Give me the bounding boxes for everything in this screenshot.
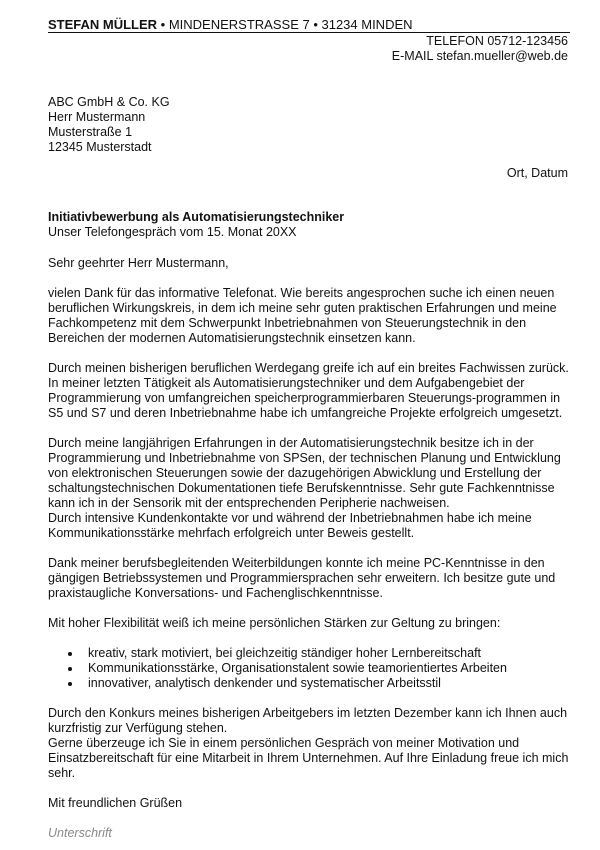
recipient-person: Herr Mustermann <box>48 110 146 124</box>
bullet-icon <box>68 652 72 656</box>
paragraph-intro: vielen Dank für das informative Telefonat. Wie bereits angesprochen suche ich einen neuen beruflichen Wirkungskreis, in dem ich meine sehr guten praktischen Erfahrungen und meine Fachkompetenz mit dem Schwerpunkt Inbetriebnahmen von Steuerungstechnik in den Bereichen der modernen Automatisierungstechnik einsetzen kann. <box>48 286 557 345</box>
list-item-text: Kommunikationsstärke, Organisationstalent sowie teamorientiertes Arbeiten <box>88 661 507 675</box>
paragraph-customer-contact: Durch intensive Kundenkontakte vor und während der Inbetriebnahmen habe ich meine Kommunikationsstärke mehrfach erfolgreich unter Beweis gestellt. <box>48 511 532 540</box>
bullet-icon <box>68 667 72 671</box>
closing-greeting: Mit freundlichen Grüßen <box>48 796 183 810</box>
subject-reference: Unser Telefongespräch vom 15. Monat 20XX <box>48 225 297 239</box>
place-date: Ort, Datum <box>506 166 568 180</box>
subject-block <box>48 210 344 240</box>
paragraph-skills: Durch meine langjährigen Erfahrungen in der Automatisierungstechnik besitze ich in der Programmierung und Inbetriebnahme von SPSen, der technischen Planung und Entwicklung von elektronischen Steuerungen sowie der dazugehörigen Abwicklung und Erstellung der schaltungstechnischen Dokumentationen tiefe Berufskenntnisse. Sehr gute Fachkenntnisse kann ich in der Sensorik mit der entsprechenden Peripherie nachweisen. <box>48 436 561 510</box>
sender-name: STEFAN MÜLLER <box>48 17 158 32</box>
letter-body <box>48 256 572 841</box>
list-item-text: kreativ, stark motiviert, bei gleichzeitig ständiger hoher Lernbereitschaft <box>88 646 482 660</box>
header-divider <box>48 32 570 33</box>
paragraph-interview: Gerne überzeuge ich Sie in einem persönlichen Gespräch von meiner Motivation und Einsatzbereitschaft für eine Mitarbeit in Ihrem Unternehmen. Auf Ihre Einladung freue ich mich sehr. <box>48 736 569 780</box>
strengths-list <box>48 646 572 691</box>
paragraph-availability: Durch den Konkurs meines bisherigen Arbeitgebers im letzten Dezember kann ich Ihnen auch kurzfristig zur Verfügung stehen. <box>48 706 568 735</box>
list-item <box>48 676 572 691</box>
paragraph-training: Dank meiner berufsbegleitenden Weiterbildungen konnte ich meine PC-Kenntnisse in den gängigen Betriebssystemen und Programmiersprachen sehr erweitern. Ich besitze gute und praxistaugliche Konversations- und Fachenglischkenntnisse. <box>48 556 556 600</box>
sender-email: E-MAIL stefan.mueller@web.de <box>391 49 568 63</box>
list-item-text: innovativer, analytisch denkender und systematischer Arbeitsstil <box>88 676 441 690</box>
recipient-street: Musterstraße 1 <box>48 125 133 139</box>
list-item <box>48 646 572 661</box>
sender-phone: TELEFON 05712-123456 <box>426 34 568 48</box>
signature: Unterschrift <box>48 826 112 840</box>
header-separator: • <box>157 17 169 32</box>
subject-title: Initiativbewerbung als Automatisierungstechniker <box>48 210 345 224</box>
paragraph-experience: Durch meinen bisherigen beruflichen Werdegang greife ich auf ein breites Fachwissen zurück. In meiner letzten Tätigkeit als Automatisierungstechniker und dem Aufgabengebiet der Programmierung von umfangreichen speicherprogrammierbaren Steuerungs-programmen in S5 und S7 und deren Inbetriebnahme habe ich umfangreiche Projekte erfolgreich umgesetzt. <box>48 361 569 420</box>
recipient-company: ABC GmbH & Co. KG <box>48 95 170 109</box>
list-item <box>48 661 572 676</box>
bullet-icon <box>68 682 72 686</box>
sender-address: MINDENERSTRASSE 7 • 31234 MINDEN <box>168 17 413 32</box>
salutation: Sehr geehrter Herr Mustermann, <box>48 256 229 270</box>
paragraph-strengths-intro: Mit hoher Flexibilität weiß ich meine persönlichen Stärken zur Geltung zu bringen: <box>48 616 501 630</box>
sender-contact <box>392 34 568 64</box>
sender-header <box>48 17 570 33</box>
recipient-city: 12345 Musterstadt <box>48 140 152 154</box>
recipient-address <box>48 95 170 155</box>
